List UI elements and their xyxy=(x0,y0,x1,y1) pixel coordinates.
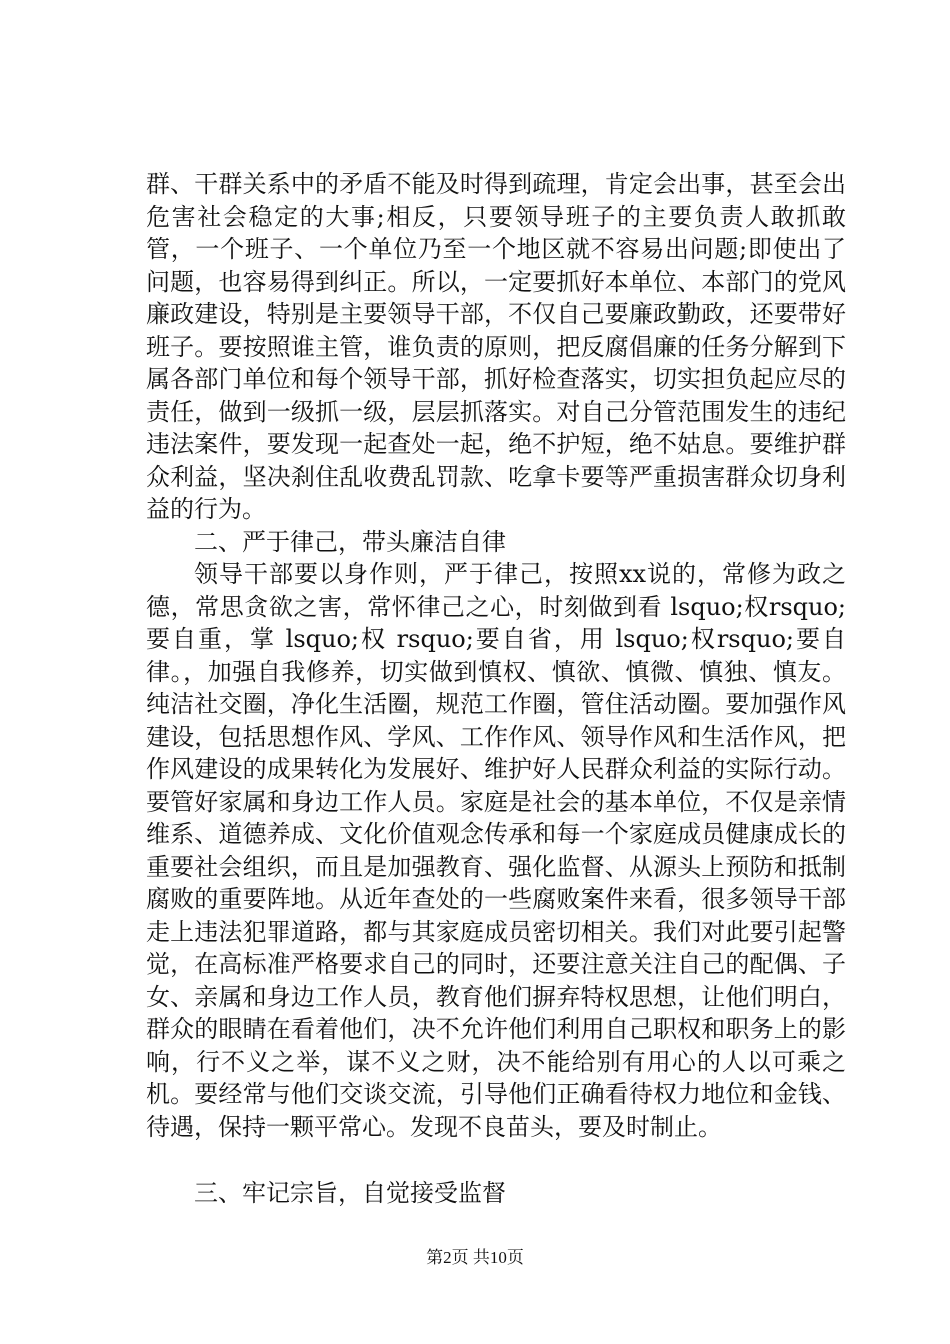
section-heading-3: 三、牢记宗旨，自觉接受监督 xyxy=(194,1179,506,1207)
document-body xyxy=(146,168,846,1210)
paragraph-1: 群、干群关系中的矛盾不能及时得到疏理，肯定会出事，甚至会出危害社会稳定的大事;相反，只要领导班子的主要负责人敢抓敢管，一个班子、一个单位乃至一个地区就不容易出问题;即使出了问题，也容易得到纠正。所以，一定要抓好本单位、本部门的党风廉政建设，特别是主要领导干部，不仅自己要廉政勤政，还要带好班子。要按照谁主管，谁负责的原则，把反腐倡廉的任务分解到下属各部门单位和每个领导干部，抓好检查落实，切实担负起应尽的责任，做到一级抓一级，层层抓落实。对自己分管范围发生的违纪违法案件，要发现一起查处一起，绝不护短，绝不姑息。要维护群众利益，坚决刹住乱收费乱罚款、吃拿卡要等严重损害群众切身利益的行为。 xyxy=(146,170,846,523)
paragraph-2: 领导干部要以身作则，严于律己，按照xx说的，常修为政之德，常思贪欲之害，常怀律己之心，时刻做到看 lsquo;权rsquo;要自重，掌 lsquo;权 rsquo;要自省，用 lsquo;权rsquo;要自律。，加强自我修养，切实做到慎权、慎欲、慎微、慎独、慎友。纯洁社交圈，净化生活圈，规范工作圈，管住活动圈。要加强作风建设，包括思想作风、学风、工作作风、领导作风和生活作风，把作风建设的成果转化为发展好、维护好人民群众利益的实际行动。要管好家属和身边工作人员。家庭是社会的基本单位，不仅是亲情维系、道德养成、文化价值观念传承和每一个家庭成员健康成长的重要社会组织，而且是加强教育、强化监督、从源头上预防和抵制腐败的重要阵地。从近年查处的一些腐败案件来看，很多领导干部走上违法犯罪道路，都与其家庭成员密切相关。我们对此要引起警觉，在高标准严格要求自己的同时，还要注意关注自己的配偶、子女、亲属和身边工作人员，教育他们摒弃特权思想，让他们明白，群众的眼睛在看着他们，决不允许他们利用自己职权和职务上的影响，行不义之举，谋不义之财，决不能给别有用心的人以可乘之机。要经常与他们交谈交流，引导他们正确看待权力地位和金钱、待遇，保持一颗平常心。发现不良苗头，要及时制止。 xyxy=(146,560,846,1141)
section-heading-2: 二、严于律己，带头廉洁自律 xyxy=(194,527,506,556)
page-footer: 第2页 共10页 xyxy=(426,1248,524,1267)
